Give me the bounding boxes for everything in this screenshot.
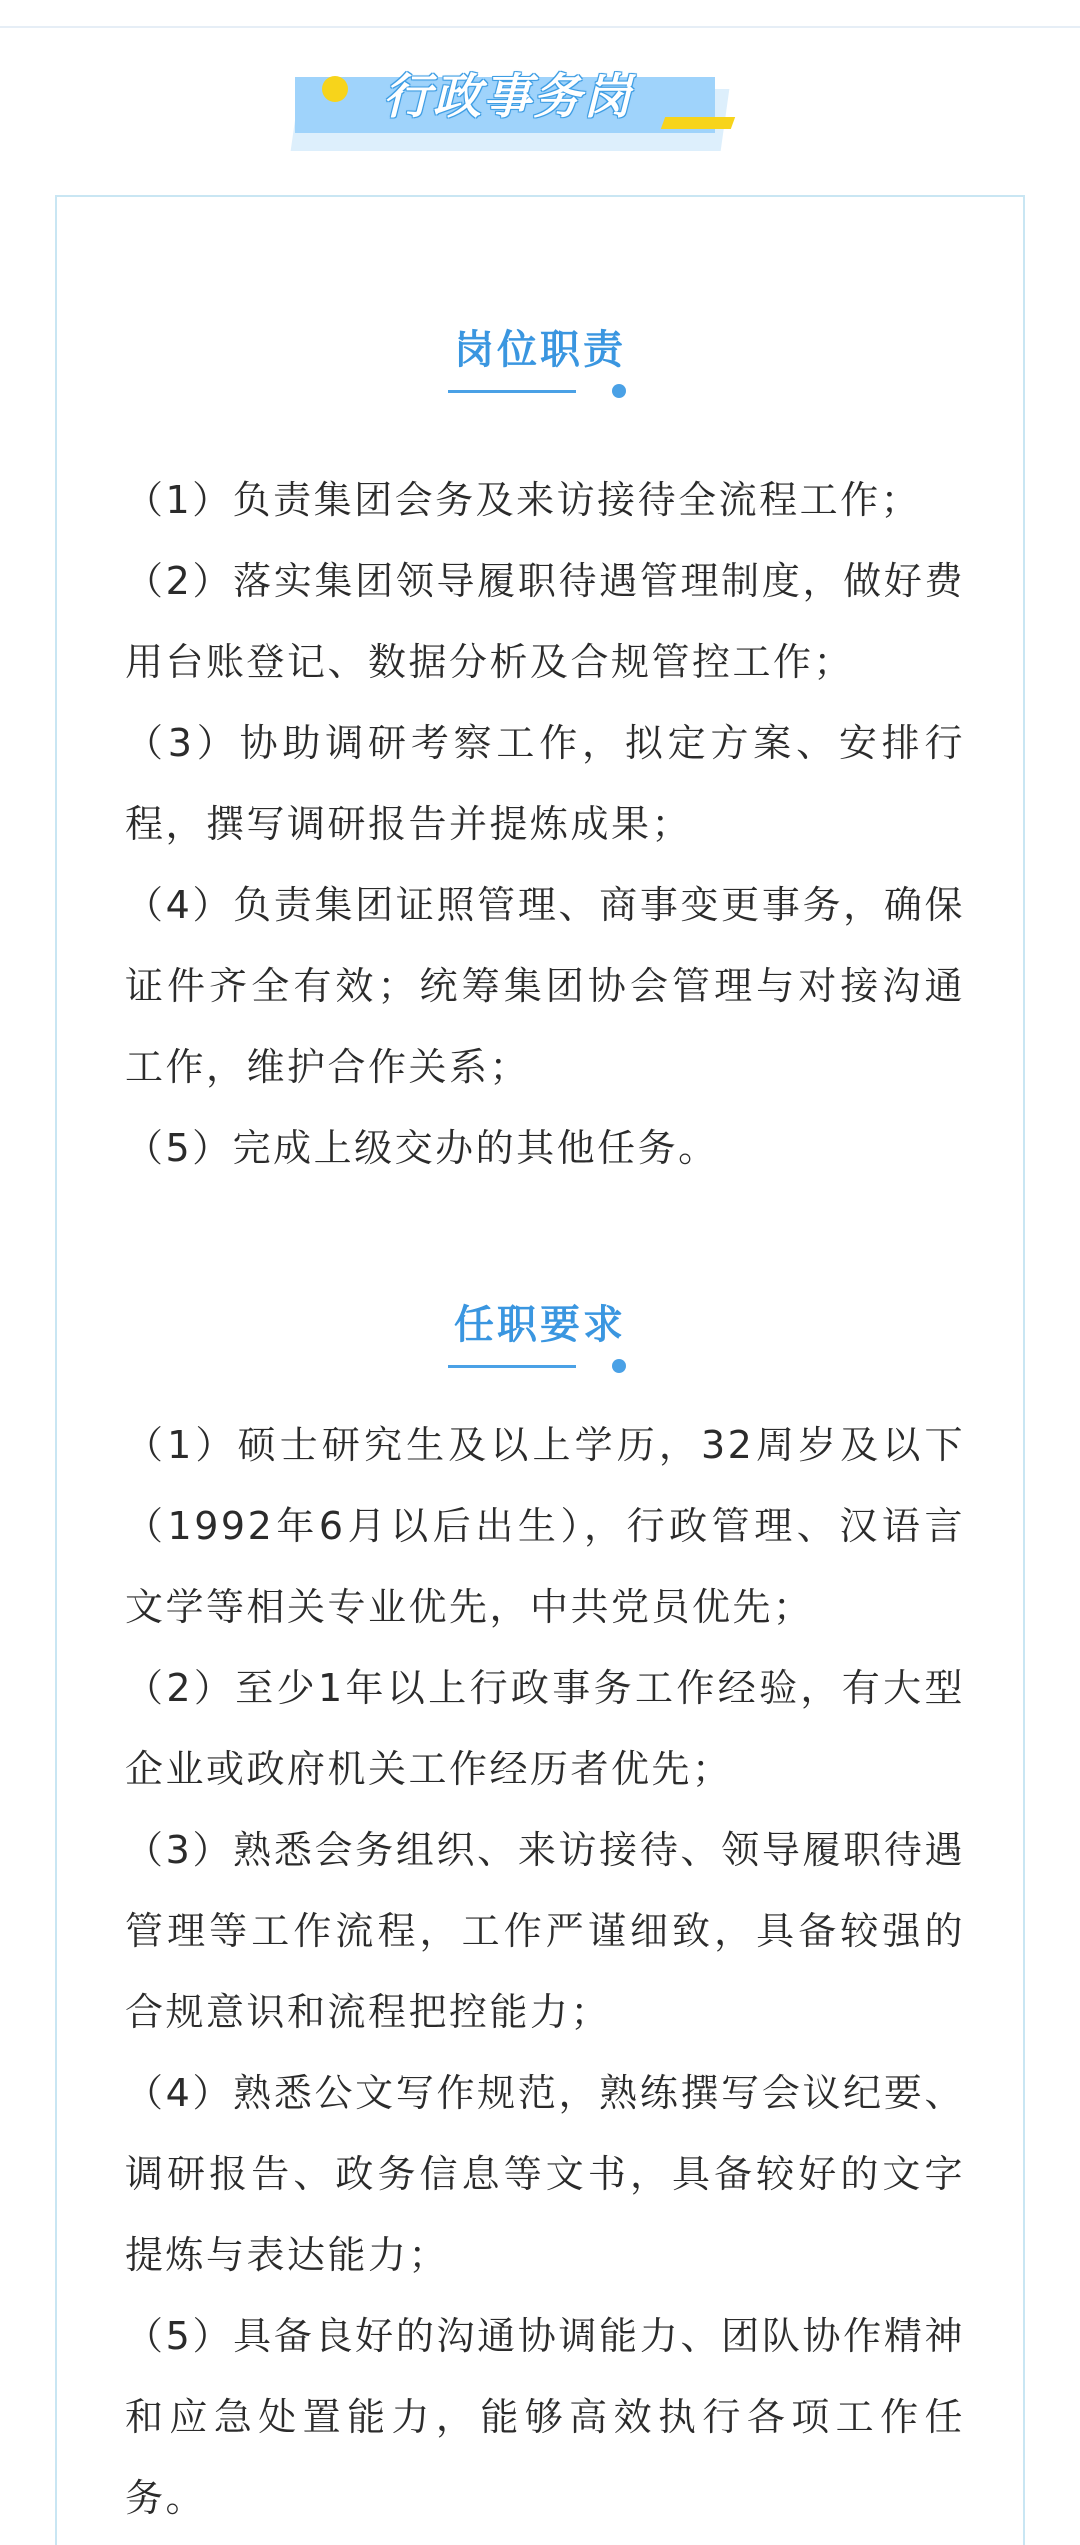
- list-item: （4）负责集团证照管理、商事变更事务，确保证件齐全有效；统筹集团协会管理与对接沟通工作，维护合作关系；: [125, 883, 965, 1089]
- section-heading-duties: [0, 320, 1080, 380]
- section-heading-requirements: [0, 1295, 1080, 1355]
- heading-underline-requirements: [448, 1365, 576, 1368]
- list-item: （2）落实集团领导履职待遇管理制度，做好费用台账登记、数据分析及合规管控工作；: [125, 559, 965, 684]
- banner-yellow-dot: [322, 76, 348, 102]
- banner-yellow-bar: [661, 117, 735, 129]
- list-item: （3）协助调研考察工作，拟定方案、安排行程，撰写调研报告并提炼成果；: [125, 721, 965, 846]
- duties-list: [125, 460, 965, 1189]
- list-item: （1）负责集团会务及来访接待全流程工作；: [125, 478, 922, 522]
- list-item: （4）熟悉公文写作规范，熟练撰写会议纪要、调研报告、政务信息等文书，具备较好的文字提炼与表达能力；: [125, 2071, 965, 2277]
- position-title: 行政事务岗: [383, 69, 634, 125]
- list-item: （1）硕士研究生及以上学历，32周岁及以下（1992年6月以后出生），行政管理、汉语言文学等相关专业优先，中共党员优先；: [125, 1423, 965, 1629]
- requirements-list: [125, 1405, 965, 2539]
- position-banner: [295, 55, 735, 170]
- list-item: （3）熟悉会务组织、来访接待、领导履职待遇管理等工作流程，工作严谨细致，具备较强的合规意识和流程把控能力；: [125, 1828, 965, 2034]
- list-item: （5）完成上级交办的其他任务。: [125, 1126, 719, 1170]
- heading-dot-requirements: [612, 1359, 626, 1373]
- heading-dot-duties: [612, 384, 626, 398]
- list-item: （5）具备良好的沟通协调能力、团队协作精神和应急处置能力，能够高效执行各项工作任务。: [125, 2314, 965, 2520]
- top-divider: [0, 0, 1080, 28]
- section-title-requirements: 任职要求: [454, 1302, 626, 1348]
- section-title-duties: 岗位职责: [454, 327, 626, 373]
- list-item: （2）至少1年以上行政事务工作经验，有大型企业或政府机关工作经历者优先；: [125, 1666, 965, 1791]
- heading-underline-duties: [448, 390, 576, 393]
